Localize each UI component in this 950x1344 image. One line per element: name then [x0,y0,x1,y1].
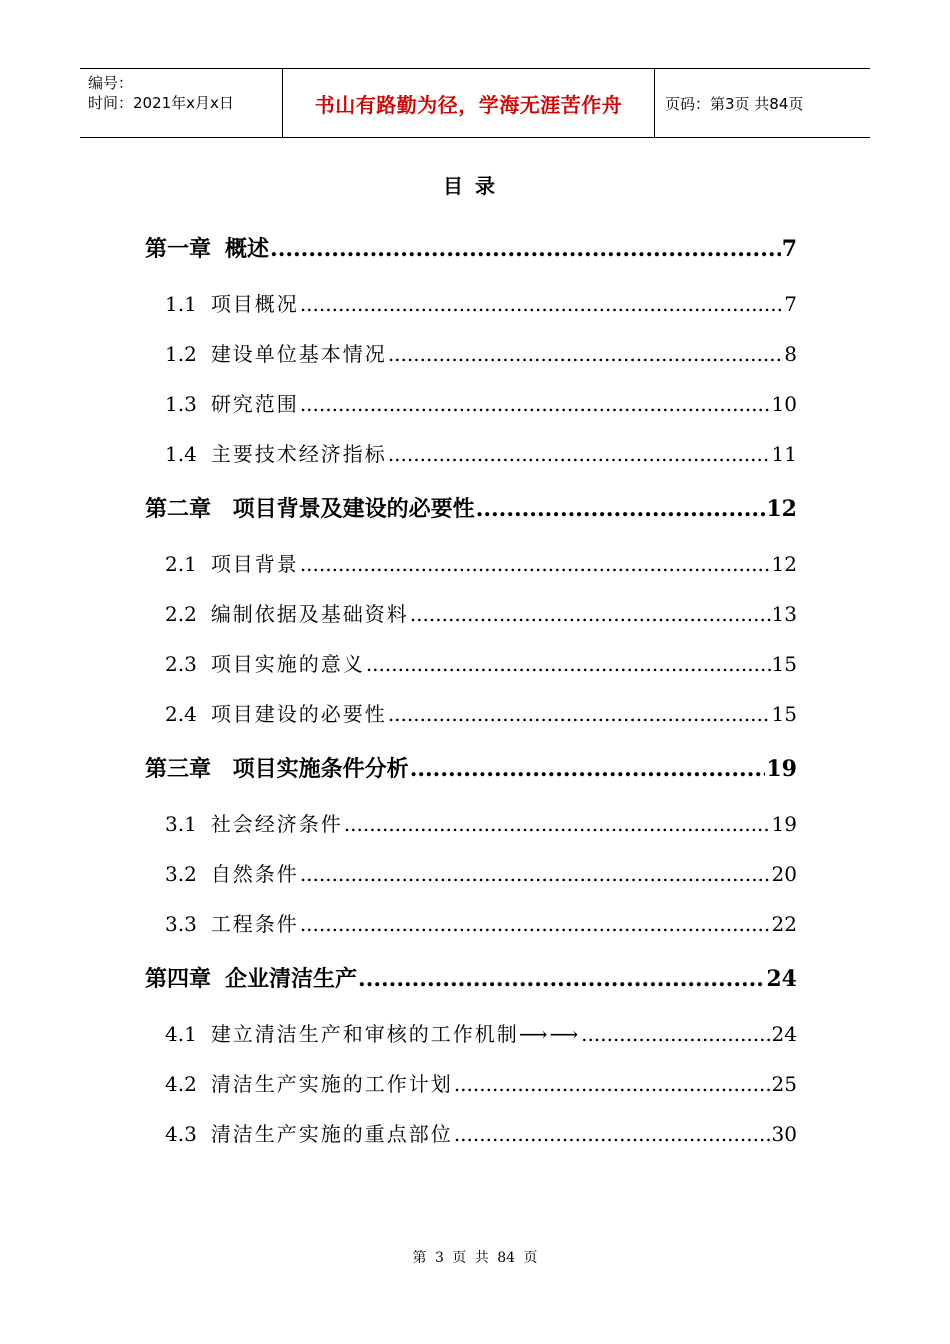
toc-section-1-1[interactable] [145,279,797,329]
section-title: 主要技术经济指标 [210,442,387,466]
toc-section-3-1[interactable] [145,799,797,849]
section-page: 15 [771,652,797,676]
leader-dots [410,589,771,639]
toc-section-4-3[interactable] [145,1109,797,1159]
section-title: 清洁生产实施的工作计划 [210,1072,453,1096]
section-page: 8 [784,342,797,366]
leader-dots [388,689,771,739]
document-number-label: 编号： [88,74,134,92]
section-title: 建设单位基本情况 [210,342,387,366]
document-time-label: 时间：2021年x月x日 [88,94,234,112]
section-page: 19 [771,812,797,836]
section-number: 1.3 [165,392,197,416]
leader-dots [454,1059,771,1109]
chapter-page: 7 [781,236,797,262]
toc-title: 目录 [443,174,507,198]
leader-dots [454,1109,771,1159]
leader-dots [388,329,783,379]
toc-section-1-4[interactable] [145,429,797,479]
section-number: 2.3 [165,652,197,676]
toc-chapter-3[interactable] [145,739,797,799]
section-number: 3.1 [165,812,197,836]
section-page: 25 [771,1072,797,1096]
toc-section-2-1[interactable] [145,539,797,589]
document-header [80,68,870,138]
section-page: 30 [771,1122,797,1146]
chapter-number: 第三章 [145,756,212,782]
chapter-page: 24 [766,966,797,992]
header-meta-cell [80,69,283,137]
section-page: 10 [771,392,797,416]
section-number: 1.4 [165,442,197,466]
leader-dots [270,224,781,274]
toc-section-4-1[interactable] [145,1009,797,1059]
toc-section-4-2[interactable] [145,1059,797,1109]
section-number: 3.2 [165,862,197,886]
toc-section-3-2[interactable] [145,849,797,899]
table-of-contents [145,219,797,1159]
section-title: 自然条件 [210,862,299,886]
section-title: 项目概况 [210,292,299,316]
leader-dots [410,744,766,794]
chapter-number: 第一章 [145,236,212,262]
leader-dots [300,279,783,329]
section-title: 建立清洁生产和审核的工作机制⟶⟶ [210,1022,581,1046]
toc-chapter-4[interactable] [145,949,797,1009]
chapter-title: 项目背景及建设的必要性 [225,496,475,522]
chapter-page: 19 [766,756,797,782]
section-title: 项目实施的意义 [210,652,365,676]
leader-dots [581,1009,770,1059]
section-number: 4.2 [165,1072,197,1096]
section-page: 20 [771,862,797,886]
section-number: 3.3 [165,912,197,936]
toc-chapter-1[interactable] [145,219,797,279]
section-page: 13 [771,602,797,626]
toc-section-1-3[interactable] [145,379,797,429]
chapter-number: 第四章 [145,966,212,992]
chapter-title: 概述 [225,236,270,262]
section-page: 11 [771,442,797,466]
chapter-page: 12 [766,496,797,522]
section-number: 2.4 [165,702,197,726]
section-number: 2.1 [165,552,197,576]
leader-dots [476,484,766,534]
leader-dots [300,899,771,949]
section-title: 清洁生产实施的重点部位 [210,1122,453,1146]
leader-dots [344,799,771,849]
chapter-title: 项目实施条件分析 [225,756,409,782]
toc-section-3-3[interactable] [145,899,797,949]
section-page: 7 [784,292,797,316]
leader-dots [300,539,771,589]
section-page: 22 [771,912,797,936]
section-page: 12 [771,552,797,576]
section-page: 15 [771,702,797,726]
toc-chapter-2[interactable] [145,479,797,539]
section-number: 4.1 [165,1022,197,1046]
toc-section-2-2[interactable] [145,589,797,639]
section-number: 1.2 [165,342,197,366]
section-number: 4.3 [165,1122,197,1146]
chapter-number: 第二章 [145,496,212,522]
header-motto: 书山有路勤为径，学海无涯苦作舟 [283,69,655,137]
leader-dots [358,954,765,1004]
leader-dots [300,849,771,899]
header-page-info: 页码：第3页 共84页 [665,94,804,113]
section-title: 项目背景 [210,552,299,576]
section-number: 1.1 [165,292,197,316]
leader-dots [300,379,771,429]
section-title: 社会经济条件 [210,812,343,836]
toc-section-2-4[interactable] [145,689,797,739]
toc-section-2-3[interactable] [145,639,797,689]
page-footer: 第 3 页 共 84 页 [412,1250,538,1266]
toc-section-1-2[interactable] [145,329,797,379]
leader-dots [388,429,771,479]
section-number: 2.2 [165,602,197,626]
leader-dots [366,639,771,689]
section-page: 24 [771,1022,797,1046]
chapter-title: 企业清洁生产 [225,966,358,992]
section-title: 编制依据及基础资料 [210,602,409,626]
section-title: 项目建设的必要性 [210,702,387,726]
section-title: 研究范围 [210,392,299,416]
section-title: 工程条件 [210,912,299,936]
